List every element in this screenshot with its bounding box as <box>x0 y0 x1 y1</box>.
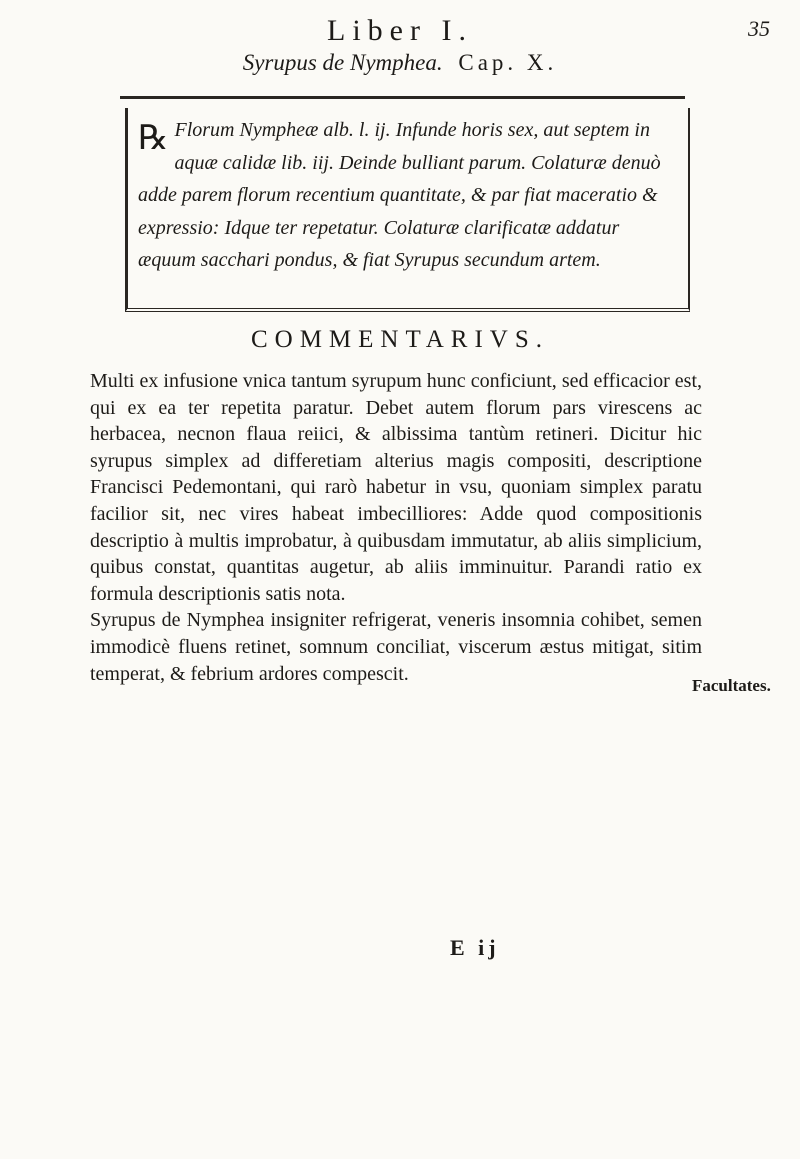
recipe-box <box>125 108 690 312</box>
top-rule <box>120 96 685 99</box>
recipe-text-block <box>138 114 663 277</box>
margin-note: Facultates. <box>692 676 771 695</box>
commentary-heading: COMMENTARIVS. <box>250 326 550 353</box>
chapter-number: Cap. X. <box>458 50 558 75</box>
catchword: E ij <box>450 935 500 960</box>
running-head: Liber I. <box>327 14 473 47</box>
commentary-paragraph: Syrupus de Nymphea insigniter refrigerat, veneris insomnia cohibet, semen immodicè fluens retinet, somnum conciliat, viscerum æstus mitigat, sitim temperat, & febrium ardores compescit. <box>90 609 702 685</box>
page-number: 35 <box>748 16 770 41</box>
chapter-subject: Syrupus de Nymphea. <box>242 50 443 75</box>
recipe-sign-icon: ℞ <box>138 120 169 157</box>
commentary-paragraph: Multi ex infusione vnica tantum syrupum hunc conficiunt, sed efficacior est, qui ex ea ter repetita paratur. Debet autem florum pars virescens ac herbacea, necnon flaua reiici, & albissima tantùm retineri. Dicitur hic syrupus simplex ad differetiam alterius magis compositi, descriptione Francisci Pedemontani, qui rarò habetur in vsu, quoniam simplex paratu facilior sit, nec vires habeat imbecilliores: Adde quod compositionis descriptio à multis improbatur, à quibusdam immutatur, ab aliis simplicium, quibus constat, quantitas augetur, ab aliis imminuitur. Parandi ratio ex formula descriptionis satis nota. <box>90 370 702 605</box>
chapter-title <box>0 50 800 76</box>
recipe-text: Florum Nympheæ alb. l. ij. Infunde horis sex, aut septem in aquæ calidæ lib. iij. Deinde bulliant parum. Colaturæ denuò adde parem florum recentium quantitate, & par fiat maceratio & expressio: Idque ter repetatur. Colaturæ clarificatæ addatur æquum sacchari pondus, & fiat Syrupus secundum artem. <box>138 119 661 271</box>
commentary-body <box>90 368 702 687</box>
